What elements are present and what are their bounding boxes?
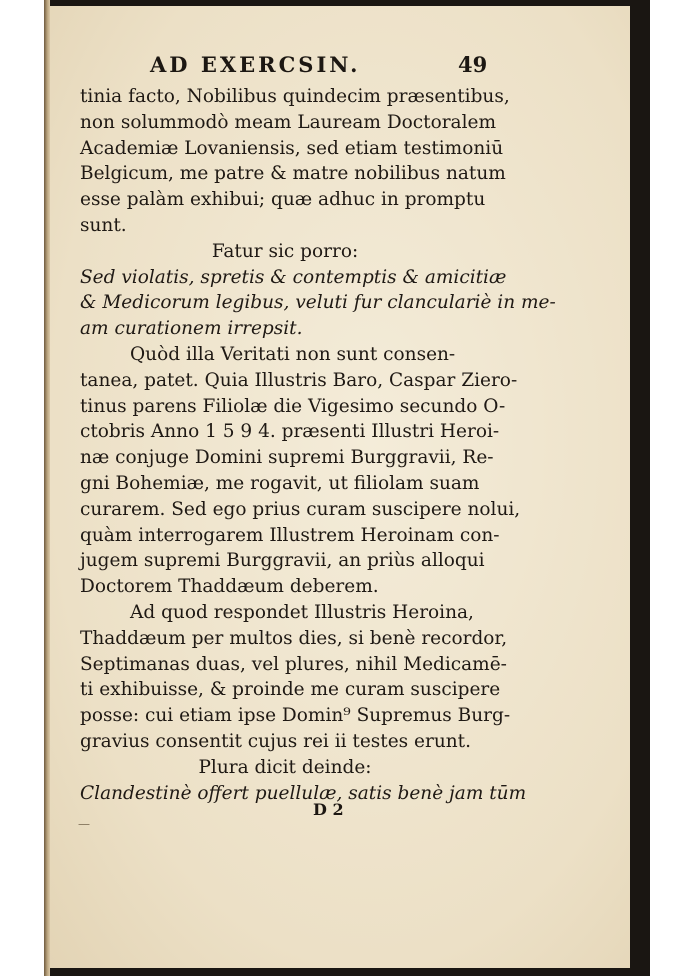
quotation-line: & Medicorum legibus, veluti fur clanculariè in me- (80, 292, 556, 314)
paragraph-line: Academiæ Lovaniensis, sed etiam testimoniū (80, 137, 504, 159)
paragraph-line: sunt. (80, 214, 127, 236)
paragraph-line: Ad quod respondet Illustris Heroina, (130, 601, 474, 623)
scan-left-margin (0, 0, 46, 976)
paragraph-line: Thaddæum per multos dies, si benè recordor, (80, 627, 508, 649)
scan-right-margin (650, 0, 690, 976)
paragraph-line: ti exhibuisse, & proinde me curam suscipere (80, 679, 501, 701)
quotation-line: Sed violatis, spretis & contemptis & amicitiæ (80, 266, 507, 288)
paragraph-line: ctobris Anno 1 5 9 4. præsenti Illustri Heroi- (80, 421, 500, 443)
paragraph-line: Belgicum, me patre & matre nobilibus natum (80, 163, 506, 185)
paragraph-line: Quòd illa Veritati non sunt consen- (130, 343, 456, 365)
paragraph-line: curarem. Sed ego prius curam suscipere nolui, (80, 498, 521, 520)
paragraph-line: jugem supremi Burggravii, an priùs alloqui (80, 550, 485, 572)
quotation-line: am curationem irrepsit. (80, 318, 303, 340)
section-heading: Fatur sic porro: (211, 240, 359, 262)
running-title: AD EXERCSIN. (150, 52, 361, 77)
paragraph-line: posse: cui etiam ipse Domin⁹ Supremus Burg- (80, 705, 511, 727)
paragraph-line: næ conjuge Domini supremi Burggravii, Re- (80, 447, 494, 469)
section-heading: Plura dicit deinde: (198, 756, 372, 778)
signature-mark: D 2 (313, 800, 344, 819)
paragraph-line: tinus parens Filiolæ die Vigesimo secundo O- (80, 395, 506, 417)
paragraph-line: non solummodò meam Lauream Doctoralem (80, 111, 496, 133)
page-number: 49 (458, 52, 488, 77)
paragraph-line: tinia facto, Nobilibus quindecim præsentibus, (80, 86, 510, 107)
body-text (80, 84, 556, 806)
scan-bottom-border (50, 968, 650, 976)
paragraph-line: esse palàm exhibui; quæ adhuc in promptu (80, 189, 486, 211)
paragraph-line: gravius consentit cujus rei ii testes erunt. (80, 730, 471, 752)
quotation-line: Clandestinè offert puellulæ, satis benè jam tūm (80, 782, 527, 804)
margin-mark: — (78, 817, 90, 831)
paragraph-line: Doctorem Thaddæum deberem. (80, 576, 379, 598)
scan-top-border (50, 0, 650, 6)
scan-right-border (630, 0, 650, 976)
paragraph-line: tanea, patet. Quia Illustris Baro, Caspar Ziero- (80, 369, 518, 391)
paragraph-line: gni Bohemiæ, me rogavit, ut filiolam suam (80, 472, 480, 494)
paragraph-line: Septimanas duas, vel plures, nihil Medicamē- (80, 653, 507, 675)
paragraph-line: quàm interrogarem Illustrem Heroinam con- (80, 524, 500, 546)
